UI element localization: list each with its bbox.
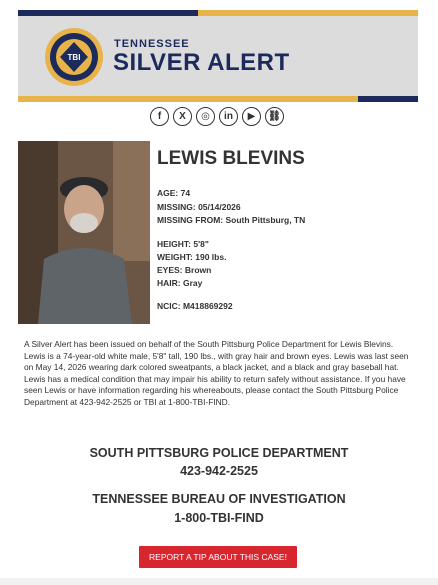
x-icon[interactable]: X — [173, 107, 192, 126]
contact-agency-tbi: TENNESSEE BUREAU OF INVESTIGATION — [92, 492, 346, 506]
tbi-seal-icon — [44, 27, 104, 87]
person-hair: HAIR: Gray — [157, 278, 203, 288]
silver-alert-banner — [18, 10, 418, 102]
svg-text:TBI: TBI — [67, 53, 81, 62]
banner-title: SILVER ALERT — [113, 49, 290, 76]
social-share-bar — [150, 107, 284, 129]
linkedin-icon[interactable]: in — [219, 107, 238, 126]
banner-bottom-stripe — [18, 96, 418, 102]
youtube-icon[interactable]: ▶ — [242, 107, 261, 126]
person-height: HEIGHT: 5'8" — [157, 239, 209, 249]
contact-phone-tbi[interactable]: 1-800-TBI-FIND — [174, 511, 264, 525]
link-icon[interactable]: ⛓ — [265, 107, 284, 126]
person-ncic: NCIC: M418869292 — [157, 301, 233, 311]
person-eyes: EYES: Brown — [157, 265, 212, 275]
contact-agency-police: SOUTH PITTSBURG POLICE DEPARTMENT — [89, 446, 349, 460]
contact-phone-police[interactable]: 423-942-2525 — [180, 464, 258, 478]
instagram-icon[interactable]: ◎ — [196, 107, 215, 126]
facebook-icon[interactable]: f — [150, 107, 169, 126]
person-age: AGE: 74 — [157, 188, 191, 198]
missing-person-photo — [18, 141, 150, 324]
person-missing-from: MISSING FROM: South Pittsburg, TN — [157, 215, 306, 225]
footer-strip — [0, 578, 438, 585]
report-tip-button[interactable]: REPORT A TIP ABOUT THIS CASE! — [139, 546, 297, 568]
banner-top-stripe — [18, 10, 418, 16]
person-name: LEWIS BLEVINS — [157, 148, 305, 169]
alert-description: A Silver Alert has been issued on behalf of the South Pittsburg Police Department for Lewis Blevins. Lewis is a 74-year-old white male, 5'8" tall, 190 lbs., with gray hair and brown eyes. Lewis was last seen on May 14, 2026 wearing dark colored sweatpants, a black jacket, and a black and gray baseball hat. Lewis has a medical condition that may impair his ability to return safely without assistance. If you have seen Lewis or have information regarding his whereabouts, please contact the South Pittsburg Police Department at 423-942-2525 or TBI at 1-800-TBI-FIND. — [24, 339, 409, 407]
banner-state: TENNESSEE — [114, 38, 190, 50]
person-weight: WEIGHT: 190 lbs. — [157, 252, 227, 262]
person-missing-date: MISSING: 05/14/2026 — [157, 202, 241, 212]
